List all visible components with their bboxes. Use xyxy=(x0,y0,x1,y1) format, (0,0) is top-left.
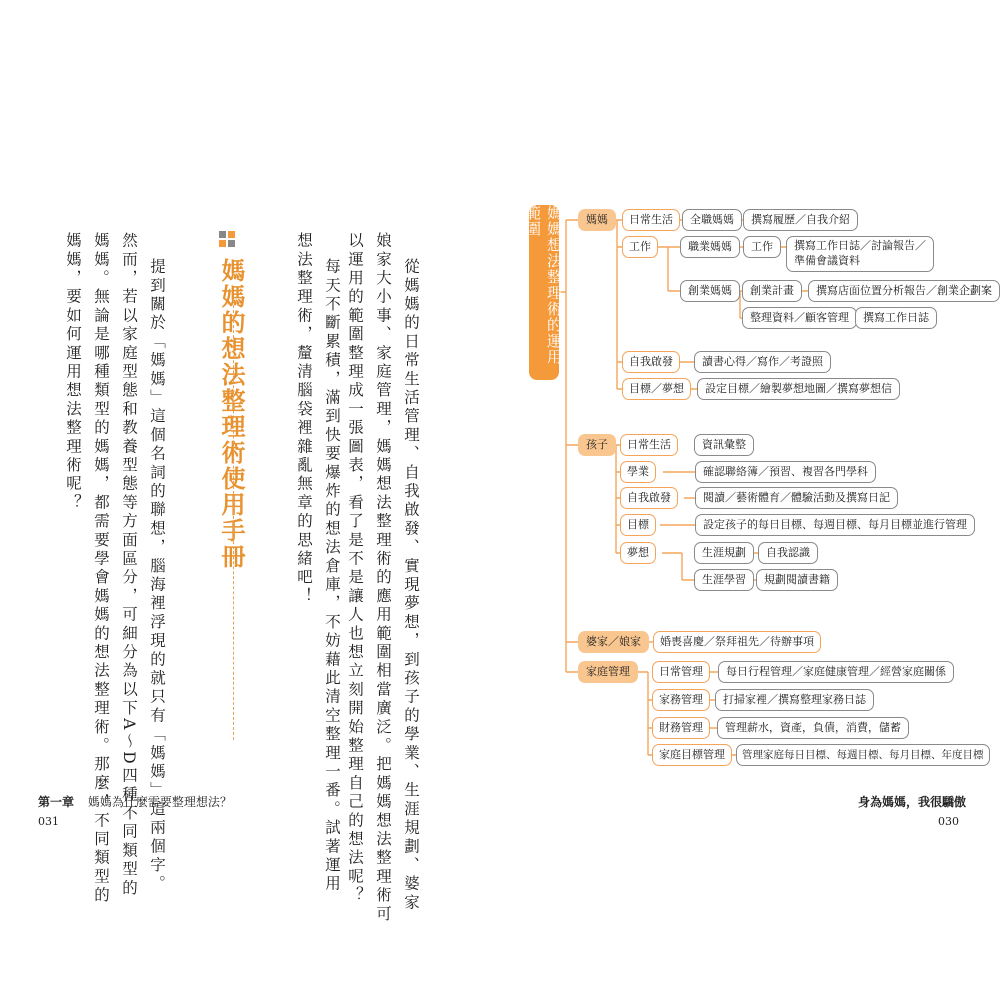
child-dream: 夢想 xyxy=(620,542,656,564)
data-management: 整理資料／顧客管理 xyxy=(742,307,857,329)
mama-work: 工作 xyxy=(622,236,658,258)
third-paragraph-line-3: 媽媽。無論是哪種類型的媽媽，都需要學會媽媽的想法整理術。那麼，不同類型的 xyxy=(92,232,110,906)
child-self-development: 自我啟發 xyxy=(620,487,678,509)
startup-mom: 創業媽媽 xyxy=(680,280,740,302)
child-study-leaf: 確認聯絡簿／預習、複習各門學科 xyxy=(695,461,876,483)
startup-plan: 創業計畫 xyxy=(742,280,802,302)
right-footer-title: 身為媽媽，我很驕傲 xyxy=(858,795,967,809)
third-paragraph-line-2: 然而，若以家庭型態和教養型態等方面區分，可細分為以下A～D四種不同類型的 xyxy=(120,232,138,898)
third-paragraph-line-1: 提到關於「媽媽」這個名詞的聯想，腦海裡浮現的就只有「媽媽」這兩個字。 xyxy=(148,258,166,894)
mama-daily-life: 日常生活 xyxy=(622,209,680,231)
fulltime-mom: 全職媽媽 xyxy=(682,209,742,231)
child-lifelong-learning: 生涯學習 xyxy=(694,569,754,591)
startup-plan-leaf: 撰寫店面位置分析報告／創業企劃案 xyxy=(808,280,1000,302)
child-daily-life: 日常生活 xyxy=(620,434,678,456)
footer-chapter-number: 第一章 xyxy=(38,795,75,809)
household-finance-leaf: 管理薪水，資產，負債，消費，儲蓄 xyxy=(717,717,909,739)
intro-paragraph-line-1: 從媽媽的日常生活管理、自我啟發、實現夢想，到孩子的學業、生涯規劃、婆家 xyxy=(402,258,420,913)
mama-goal-dream-leaf: 設定目標／繪製夢想地圖／撰寫夢想信 xyxy=(697,378,900,400)
data-management-leaf: 撰寫工作日誌 xyxy=(855,307,937,329)
household-chores: 家務管理 xyxy=(652,689,710,711)
mama-self-development: 自我啟發 xyxy=(622,351,680,373)
child-study: 學業 xyxy=(620,461,656,483)
category-mama: 媽媽 xyxy=(578,209,616,231)
child-self-development-leaf: 閱讀／藝術體育／體驗活動及撰寫日記 xyxy=(695,487,898,509)
left-page-number: 031 xyxy=(38,815,59,828)
household-goals: 家庭目標管理 xyxy=(652,744,732,766)
right-page-number: 030 xyxy=(938,815,959,828)
category-inlaws: 婆家／娘家 xyxy=(578,631,649,653)
child-career-plan: 生涯規劃 xyxy=(694,542,754,564)
working-mom-work: 工作 xyxy=(743,236,781,258)
mama-self-development-leaf: 讀書心得／寫作／考證照 xyxy=(694,351,831,373)
second-paragraph-line-1: 每天不斷累積，滿到快要爆炸的想法倉庫，不妨藉此清空整理一番。試著運用 xyxy=(323,258,341,894)
category-child: 孩子 xyxy=(578,434,616,456)
inlaws-leaf: 婚喪喜慶／祭拜祖先／待辦事項 xyxy=(653,631,821,653)
household-goals-leaf: 管理家庭每日目標、每週目標、每月目標、年度目標 xyxy=(736,744,990,766)
household-finance: 財務管理 xyxy=(652,717,710,739)
household-chores-leaf: 打掃家裡／撰寫整理家務日誌 xyxy=(715,689,874,711)
household-daily: 日常管理 xyxy=(652,661,710,683)
intro-paragraph-line-3: 以運用的範圍整理成一張圖表，看了是不是讓人也想立刻開始整理自己的想法呢？ xyxy=(346,232,364,906)
third-paragraph-line-4: 媽媽，要如何運用想法整理術呢？ xyxy=(64,232,82,513)
child-goal: 目標 xyxy=(620,514,656,536)
working-mom: 職業媽媽 xyxy=(680,236,740,258)
mindmap-title: 媽媽想法整理術的運用範圍 xyxy=(529,205,559,380)
intro-paragraph-line-2: 娘家大小事、家庭管理，媽媽想法整理術的應用範圍相當廣泛。把媽媽想法整理術可 xyxy=(374,232,392,924)
working-mom-leaf xyxy=(786,236,934,272)
child-lifelong-learning-leaf: 規劃閱讀書籍 xyxy=(756,569,838,591)
second-paragraph-line-2: 想法整理術，釐清腦袋裡雜亂無章的思緒吧！ xyxy=(295,232,313,606)
child-goal-leaf: 設定孩子的每日目標、每週目標、每月目標並進行管理 xyxy=(695,514,975,536)
child-career-plan-leaf: 自我認識 xyxy=(758,542,818,564)
working-mom-leaf-line-2: 準備會議資料 xyxy=(794,254,860,267)
mama-goal-dream: 目標／夢想 xyxy=(622,378,691,400)
category-household: 家庭管理 xyxy=(578,661,638,683)
child-daily-life-leaf: 資訊彙整 xyxy=(694,434,754,456)
section-title: 媽媽的想法整理術使用手冊 xyxy=(217,258,245,570)
household-daily-leaf: 每日行程管理／家庭健康管理／經營家庭關係 xyxy=(718,661,954,683)
fulltime-mom-leaf: 撰寫履歷／自我介紹 xyxy=(743,209,858,231)
working-mom-leaf-line-1: 撰寫工作日誌／討論報告／ xyxy=(794,239,926,253)
footer-chapter-title: 媽媽為什麼需要整理想法？ xyxy=(87,795,232,809)
